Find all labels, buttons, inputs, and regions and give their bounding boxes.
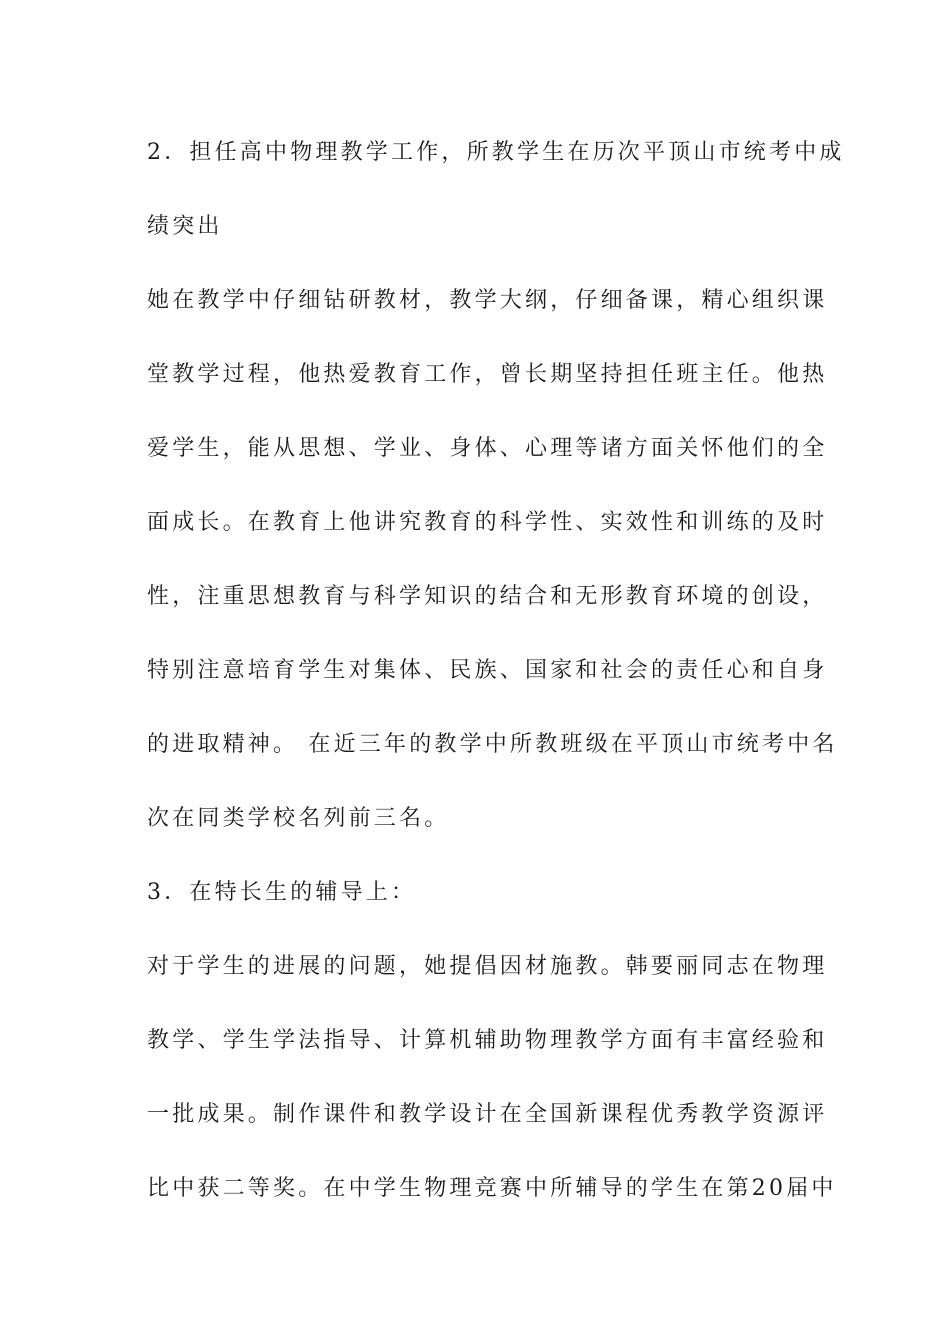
text-line: 堂教学过程，他热爱教育工作，曾长期坚持担任班主任。他热 bbox=[147, 362, 828, 387]
text-line: 次在同类学校名列前三名。 bbox=[147, 806, 450, 831]
text-line: 爱学生，能从思想、学业、身体、心理等诸方面关怀他们的全 bbox=[147, 436, 828, 461]
text-line: 性，注重思想教育与科学知识的结合和无形教育环境的创设， bbox=[147, 584, 828, 609]
text-line: 绩突出 bbox=[147, 214, 223, 239]
text-line: 一批成果。制作课件和教学设计在全国新课程优秀教学资源评 bbox=[147, 1102, 828, 1127]
text-line: 比中获二等奖。在中学生物理竞赛中所辅导的学生在第20届中 bbox=[147, 1176, 837, 1201]
text-line: 的进取精神。 在近三年的教学中所教班级在平顶山市统考中名 bbox=[147, 732, 838, 757]
text-line: 她在教学中仔细钻研教材，教学大纲，仔细备课，精心组织课 bbox=[147, 288, 828, 313]
text-line: 面成长。在教育上他讲究教育的科学性、实效性和训练的及时 bbox=[147, 510, 828, 535]
text-line: 教学、学生学法指导、计算机辅助物理教学方面有丰富经验和 bbox=[147, 1028, 828, 1053]
section-heading: 3．在特长生的辅导上： bbox=[147, 880, 417, 905]
text-line: 对于学生的进展的问题，她提倡因材施教。韩要丽同志在物理 bbox=[147, 954, 828, 979]
text-line: 2．担任高中物理教学工作，所教学生在历次平顶山市统考中成 bbox=[147, 140, 845, 165]
text-line: 特别注意培育学生对集体、民族、国家和社会的责任心和自身 bbox=[147, 658, 828, 683]
